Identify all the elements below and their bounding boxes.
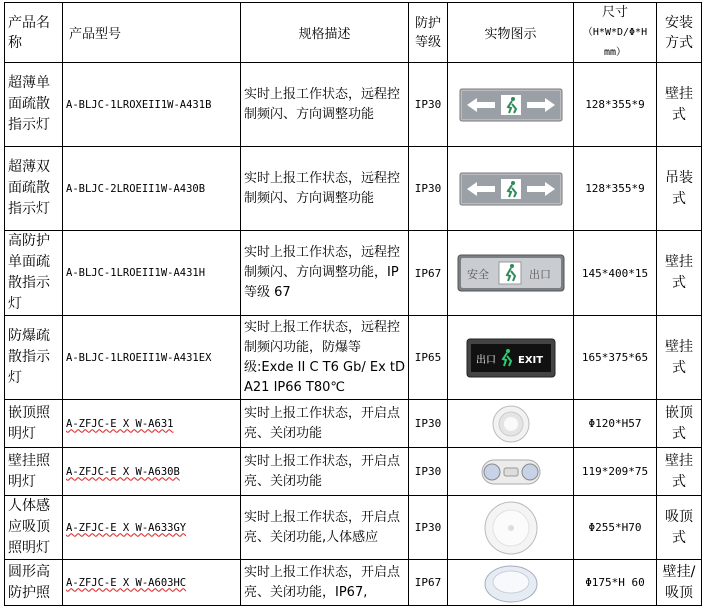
table-row — [5, 316, 702, 400]
product-name: 防爆疏散指示灯 — [5, 316, 63, 400]
product-image — [448, 400, 574, 448]
product-model-text: A-ZFJC-E X W-A631 — [66, 417, 174, 430]
product-model-text: A-ZFJC-E X W-A603HC — [66, 576, 187, 589]
product-mount: 吊装式 — [657, 147, 702, 231]
product-desc: 实时上报工作状态，远程控制频闪功能，防爆等级:Exde II C T6 Gb/ Ex tD A21 IP66 T80℃ — [241, 316, 409, 400]
anquan-chukou-sign-icon — [457, 254, 565, 292]
product-image — [448, 560, 574, 606]
product-model-text: A-ZFJC-E X W-A633GY — [66, 521, 187, 534]
product-model-text: A-ZFJC-E X W-A630B — [66, 465, 180, 478]
header-size-sub: （H*W*D/Φ*H mm） — [582, 27, 648, 58]
product-name: 圆形高防护照 — [5, 560, 63, 606]
product-size: Φ175*H 60 — [574, 560, 657, 606]
product-model: A-BLJC-1LROEII1W-A431H — [63, 231, 241, 316]
product-ip: IP67 — [409, 231, 448, 316]
product-size: 119*209*75 — [574, 448, 657, 496]
product-ip: IP30 — [409, 147, 448, 231]
double-arrow-exit-sign-icon — [459, 88, 563, 122]
product-image — [448, 147, 574, 231]
table-row — [5, 496, 702, 560]
product-desc: 实时上报工作状态，开启点亮、关闭功能,人体感应 — [241, 496, 409, 560]
round-bulkhead-light-icon — [481, 562, 541, 604]
product-size: Φ120*H57 — [574, 400, 657, 448]
sign-text-right: EXIT — [517, 354, 543, 366]
table-row — [5, 448, 702, 496]
product-mount: 吸顶式 — [657, 496, 702, 560]
product-model — [63, 400, 241, 448]
product-image — [448, 448, 574, 496]
product-size: Φ255*H70 — [574, 496, 657, 560]
product-size: 145*400*15 — [574, 231, 657, 316]
product-model: A-BLJC-2LROEII1W-A430B — [63, 147, 241, 231]
sign-text-left: 安全 — [466, 268, 489, 281]
product-mount: 壁挂/吸顶 — [657, 560, 702, 606]
product-image — [448, 496, 574, 560]
header-name: 产品名称 — [5, 3, 63, 63]
product-name: 超薄单面疏散指示灯 — [5, 63, 63, 147]
product-image — [448, 316, 574, 400]
sign-text-right: 出口 — [528, 268, 551, 281]
product-ip: IP30 — [409, 63, 448, 147]
product-desc: 实时上报工作状态，开启点亮、关闭功能 — [241, 448, 409, 496]
product-model: A-BLJC-1LROXEII1W-A431B — [63, 63, 241, 147]
product-image — [448, 63, 574, 147]
table-row — [5, 400, 702, 448]
product-name: 壁挂照明灯 — [5, 448, 63, 496]
product-desc: 实时上报工作状态，远程控制频闪、方向调整功能 — [241, 147, 409, 231]
product-size: 165*375*65 — [574, 316, 657, 400]
twin-head-wall-light-icon — [476, 454, 546, 490]
product-name: 人体感应吸顶照明灯 — [5, 496, 63, 560]
product-mount: 壁挂式 — [657, 63, 702, 147]
product-spec-table — [4, 2, 702, 606]
header-size — [574, 3, 657, 63]
header-row — [5, 3, 702, 63]
double-arrow-exit-sign-icon — [459, 172, 563, 206]
table-row — [5, 231, 702, 316]
product-desc: 实时上报工作状态，开启点亮、关闭功能 — [241, 400, 409, 448]
product-desc: 实时上报工作状态，开启点亮、关闭功能，IP67, — [241, 560, 409, 606]
header-size-main: 尺寸 — [601, 5, 628, 20]
product-ip: IP30 — [409, 400, 448, 448]
product-mount: 壁挂式 — [657, 231, 702, 316]
product-mount: 壁挂式 — [657, 448, 702, 496]
product-desc: 实时上报工作状态，远程控制频闪、方向调整功能 — [241, 63, 409, 147]
chukou-exit-sign-icon — [466, 338, 556, 378]
product-model: A-BLJC-1LROEII1W-A431EX — [63, 316, 241, 400]
product-image — [448, 231, 574, 316]
header-image: 实物图示 — [448, 3, 574, 63]
header-desc: 规格描述 — [241, 3, 409, 63]
product-desc: 实时上报工作状态，远程控制频闪、方向调整功能，IP 等级 67 — [241, 231, 409, 316]
header-ip: 防护等级 — [409, 3, 448, 63]
product-mount: 壁挂式 — [657, 316, 702, 400]
table-row — [5, 147, 702, 231]
ceiling-dome-light-icon — [481, 500, 541, 556]
product-ip: IP30 — [409, 496, 448, 560]
header-mount: 安装方式 — [657, 3, 702, 63]
product-size: 128*355*9 — [574, 147, 657, 231]
product-name: 嵌顶照明灯 — [5, 400, 63, 448]
product-ip: IP65 — [409, 316, 448, 400]
product-ip: IP30 — [409, 448, 448, 496]
table-row — [5, 63, 702, 147]
product-name: 高防护单面疏散指示灯 — [5, 231, 63, 316]
table-row — [5, 560, 702, 606]
product-size: 128*355*9 — [574, 63, 657, 147]
product-mount: 嵌顶式 — [657, 400, 702, 448]
product-model — [63, 496, 241, 560]
product-model — [63, 448, 241, 496]
sign-text-left: 出口 — [475, 354, 496, 366]
product-model — [63, 560, 241, 606]
header-model: 产品型号 — [63, 3, 241, 63]
product-ip: IP67 — [409, 560, 448, 606]
recessed-downlight-icon — [489, 404, 533, 444]
product-name: 超薄双面疏散指示灯 — [5, 147, 63, 231]
